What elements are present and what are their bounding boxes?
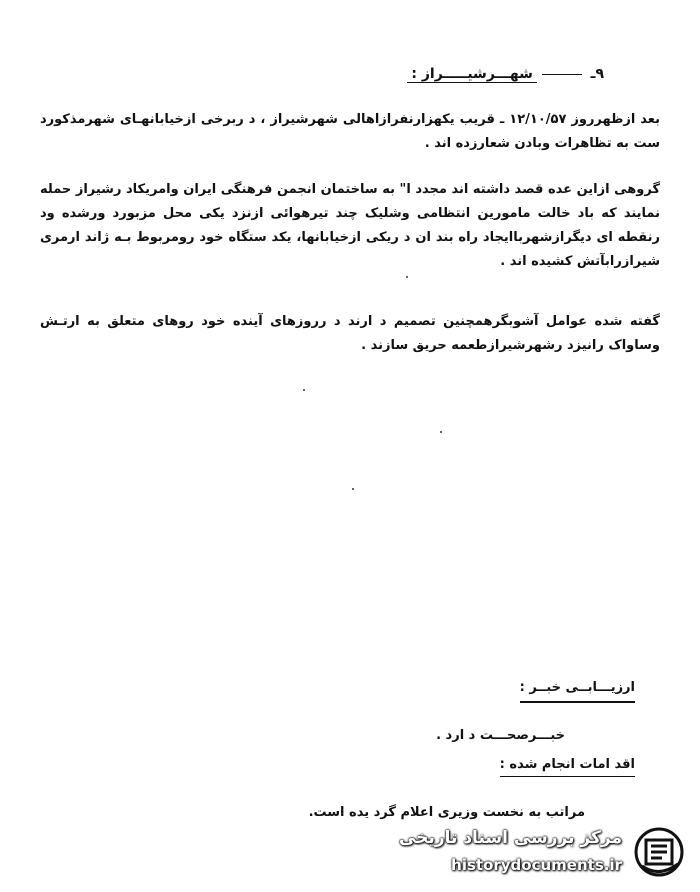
watermark-url: historydocuments.ir xyxy=(451,856,622,874)
actions-label xyxy=(500,757,635,777)
evaluation-label-text: ارزیـــابــی خبــر : xyxy=(520,680,635,703)
heading-dash xyxy=(542,74,582,75)
actions-note: مراتب به نخست وزیری اعلام گرد یده است. xyxy=(308,805,585,820)
section-number: ۹ـ xyxy=(590,66,604,82)
scan-speck xyxy=(303,389,305,391)
section-title: شهـــرشیـــــراز : xyxy=(407,66,537,83)
scan-speck xyxy=(440,431,442,433)
evaluation-label xyxy=(520,680,635,703)
scan-speck xyxy=(406,276,408,278)
watermark-title: مرکز بررسی اسناد تاریخی xyxy=(399,828,622,848)
archive-logo-icon xyxy=(632,826,686,878)
evaluation-status: خبـــرصحـــت د ارد . xyxy=(436,728,565,743)
scan-speck xyxy=(352,488,354,490)
paragraph-1: بعد ازظهرروز ۱۲/۱۰/۵۷ ـ قریب یکهزارنفرازاهالی شهرشیراز ، د ربرخی ازخیابانهـای شهرمذکورد ست به تظاهرات وبادن شعارزده اند . xyxy=(40,112,660,151)
paragraph-2: گروهی ازاین عده قصد داشته اند مجدد ا" به ساختمان انجمن فرهنگی ایران وامریکاد رشیراز حمله نمایند که باد خالت مامورین انتظامی وشلیک چند تیرهوائی ازنزد یکی محل مزبورد ورشده ود رنقطه ای دیگرازشهرباایجاد راه بند ان د ریکی ازخیابانها، یکد ستگاه خود رومربوط بـه ژاند ارمری شیرازرابآتش کشیده اند . xyxy=(40,182,660,269)
section-heading xyxy=(354,66,604,82)
paragraph-3: گفته شده عوامل آشوبگرهمچنین تصمیم د ارند د رروزهای آینده خود روهای متعلق به ارتـش وساواک رانیزد رشهرشیرازطعمه حریق سازند . xyxy=(40,314,660,353)
watermark xyxy=(399,822,692,882)
actions-label-text: اقد امات انجام شده : xyxy=(500,757,635,777)
